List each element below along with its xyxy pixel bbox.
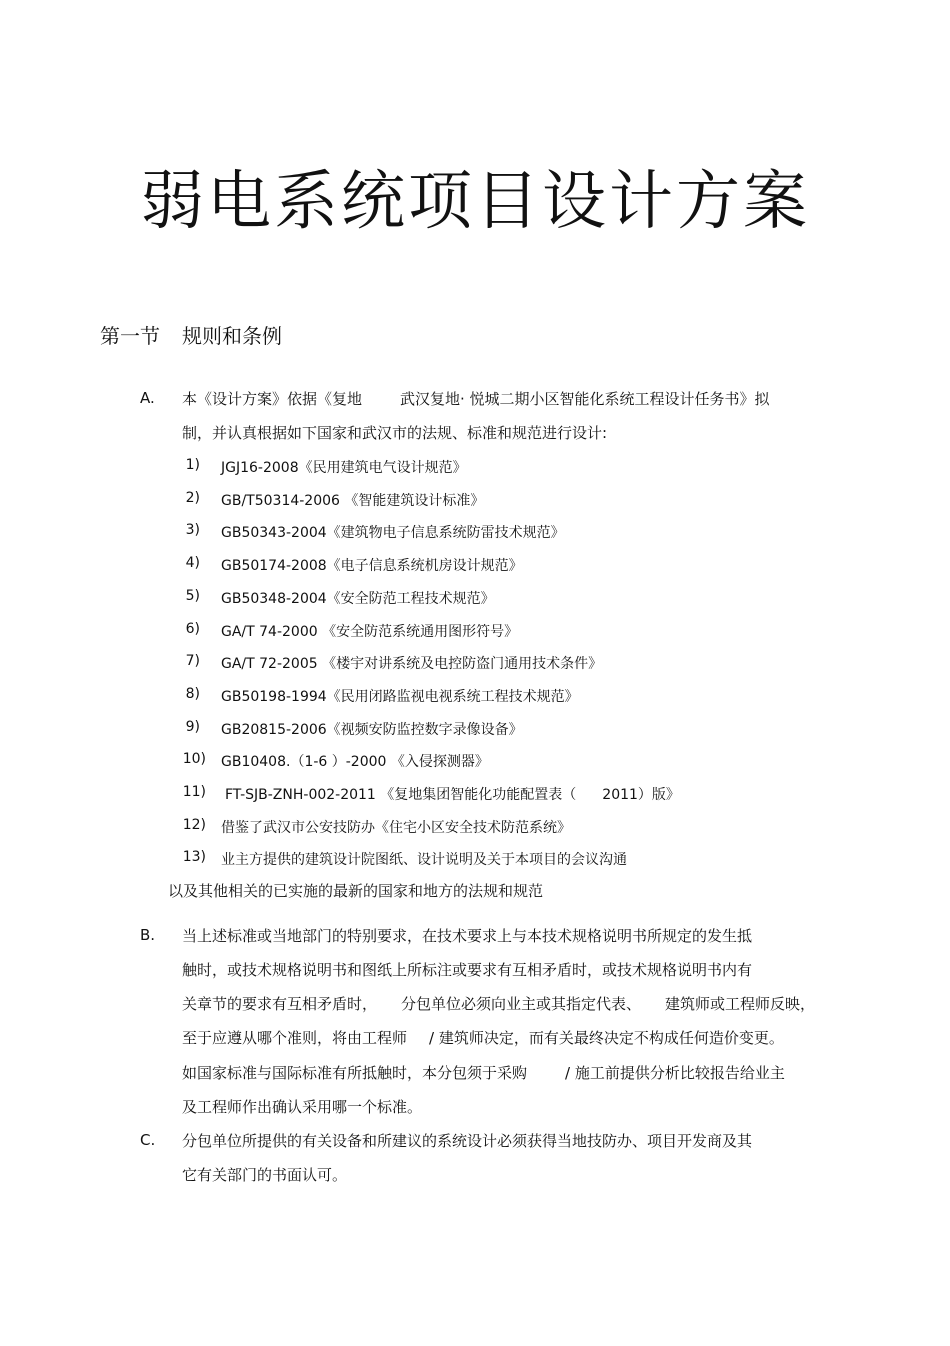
section-heading (100, 320, 282, 349)
document-title: 弱电系统项目设计方案 (140, 165, 810, 239)
reference-text: 借鉴了武汉市公安技防办《住宅小区安全技术防范系统》 (221, 820, 571, 836)
clause-a-closing: 以及其他相关的已实施的最新的国家和地方的法规和规范 (168, 882, 544, 900)
reference-item (221, 555, 523, 575)
clause-b-line-4-part-1: 至于应遵从哪个准则，将由工程师 (182, 1029, 408, 1047)
reference-text: GB50174-2008《电子信息系统机房设计规范》 (221, 558, 523, 574)
reference-text: GA/T 74-2000 《安全防范系统通用图形符号》 (221, 624, 519, 640)
reference-item (221, 653, 602, 673)
reference-item (221, 490, 484, 510)
reference-item (225, 784, 680, 804)
reference-number: 3) (185, 522, 200, 538)
reference-item (221, 588, 495, 608)
clause-c-line-2: 它有关部门的书面认可。 (182, 1166, 348, 1184)
reference-number: 4) (185, 555, 200, 571)
reference-text-continued: 2011）版》 (602, 787, 680, 803)
clause-b-line-1: 当上述标准或当地部门的特别要求，在技术要求上与本技术规格说明书所规定的发生抵 (182, 927, 753, 945)
reference-number: 10) (182, 751, 206, 767)
reference-text: GB20815-2006《视频安防监控数字录像设备》 (221, 722, 523, 738)
clause-b-line-5-part-1: 如国家标准与国际标准有所抵触时，本分包须于采购 (182, 1064, 528, 1082)
reference-item (221, 686, 579, 706)
clause-b-line-5-part-2: / 施工前提供分析比较报告给业主 (565, 1064, 785, 1082)
reference-text: JGJ16-2008《民用建筑电气设计规范》 (221, 460, 467, 476)
clause-a-line-2: 制，并认真根据如下国家和武汉市的法规、标准和规范进行设计: (182, 424, 608, 442)
clause-a-line-1-part-2: 武汉复地· 悦城二期小区智能化系统工程设计任务书》拟 (400, 390, 770, 408)
reference-text: GB50343-2004《建筑物电子信息系统防雷技术规范》 (221, 525, 565, 541)
clause-b-line-3-part-3: 建筑师或工程师反映， (665, 995, 816, 1013)
reference-text: FT-SJB-ZNH-002-2011 《复地集团智能化功能配置表（ (225, 787, 577, 803)
reference-text: GB50348-2004《安全防范工程技术规范》 (221, 591, 495, 607)
clause-a-line-1-part-1: 本《设计方案》依据《复地 (182, 390, 363, 408)
reference-text: GB10408.（1-6 ）-2000 《入侵探测器》 (221, 754, 489, 770)
clause-b-line-2: 触时，或技术规格说明书和图纸上所标注或要求有互相矛盾时，或技术规格说明书内有 (182, 961, 753, 979)
reference-item (221, 522, 565, 542)
reference-number: 6) (185, 621, 200, 637)
reference-item (221, 751, 489, 771)
reference-item (221, 817, 571, 837)
clause-b-line-6: 及工程师作出确认采用哪一个标准。 (182, 1098, 423, 1116)
clause-b-line-4-part-2: / 建筑师决定，而有关最终决定不构成任何造价变更。 (429, 1029, 784, 1047)
reference-number: 8) (185, 686, 200, 702)
reference-item (221, 457, 467, 477)
reference-number: 12) (182, 817, 206, 833)
clause-b-line-5 (182, 1062, 785, 1083)
clause-c-marker: C. (140, 1131, 156, 1149)
reference-item (221, 621, 518, 641)
reference-number: 13) (182, 849, 206, 865)
reference-text: 业主方提供的建筑设计院图纸、设计说明及关于本项目的会议沟通 (221, 852, 627, 868)
reference-text: GB/T50314-2006 《智能建筑设计标准》 (221, 493, 485, 509)
reference-number: 11) (182, 784, 206, 800)
reference-text: GB50198-1994《民用闭路监视电视系统工程技术规范》 (221, 689, 579, 705)
clause-b-line-3 (182, 993, 815, 1014)
reference-text: GA/T 72-2005 《楼宇对讲系统及电控防盗门通用技术条件》 (221, 656, 603, 672)
reference-item (221, 849, 627, 869)
section-number: 第一节 (100, 324, 160, 348)
reference-number: 9) (185, 719, 200, 735)
clause-b-line-4 (182, 1027, 784, 1048)
reference-number: 7) (185, 653, 200, 669)
reference-number: 5) (185, 588, 200, 604)
section-name: 规则和条例 (182, 324, 282, 348)
reference-item (221, 719, 523, 739)
clause-a-marker: A. (140, 389, 155, 407)
clause-a-line-1 (182, 388, 770, 409)
reference-number: 2) (185, 490, 200, 506)
clause-b-line-3-part-1: 关章节的要求有互相矛盾时， (182, 995, 378, 1013)
reference-number: 1) (185, 457, 200, 473)
clause-b-marker: B. (140, 926, 156, 944)
clause-b-line-3-part-2: 分包单位必须向业主或其指定代表、 (401, 995, 642, 1013)
clause-c-line-1: 分包单位所提供的有关设备和所建议的系统设计必须获得当地技防办、项目开发商及其 (182, 1132, 753, 1150)
